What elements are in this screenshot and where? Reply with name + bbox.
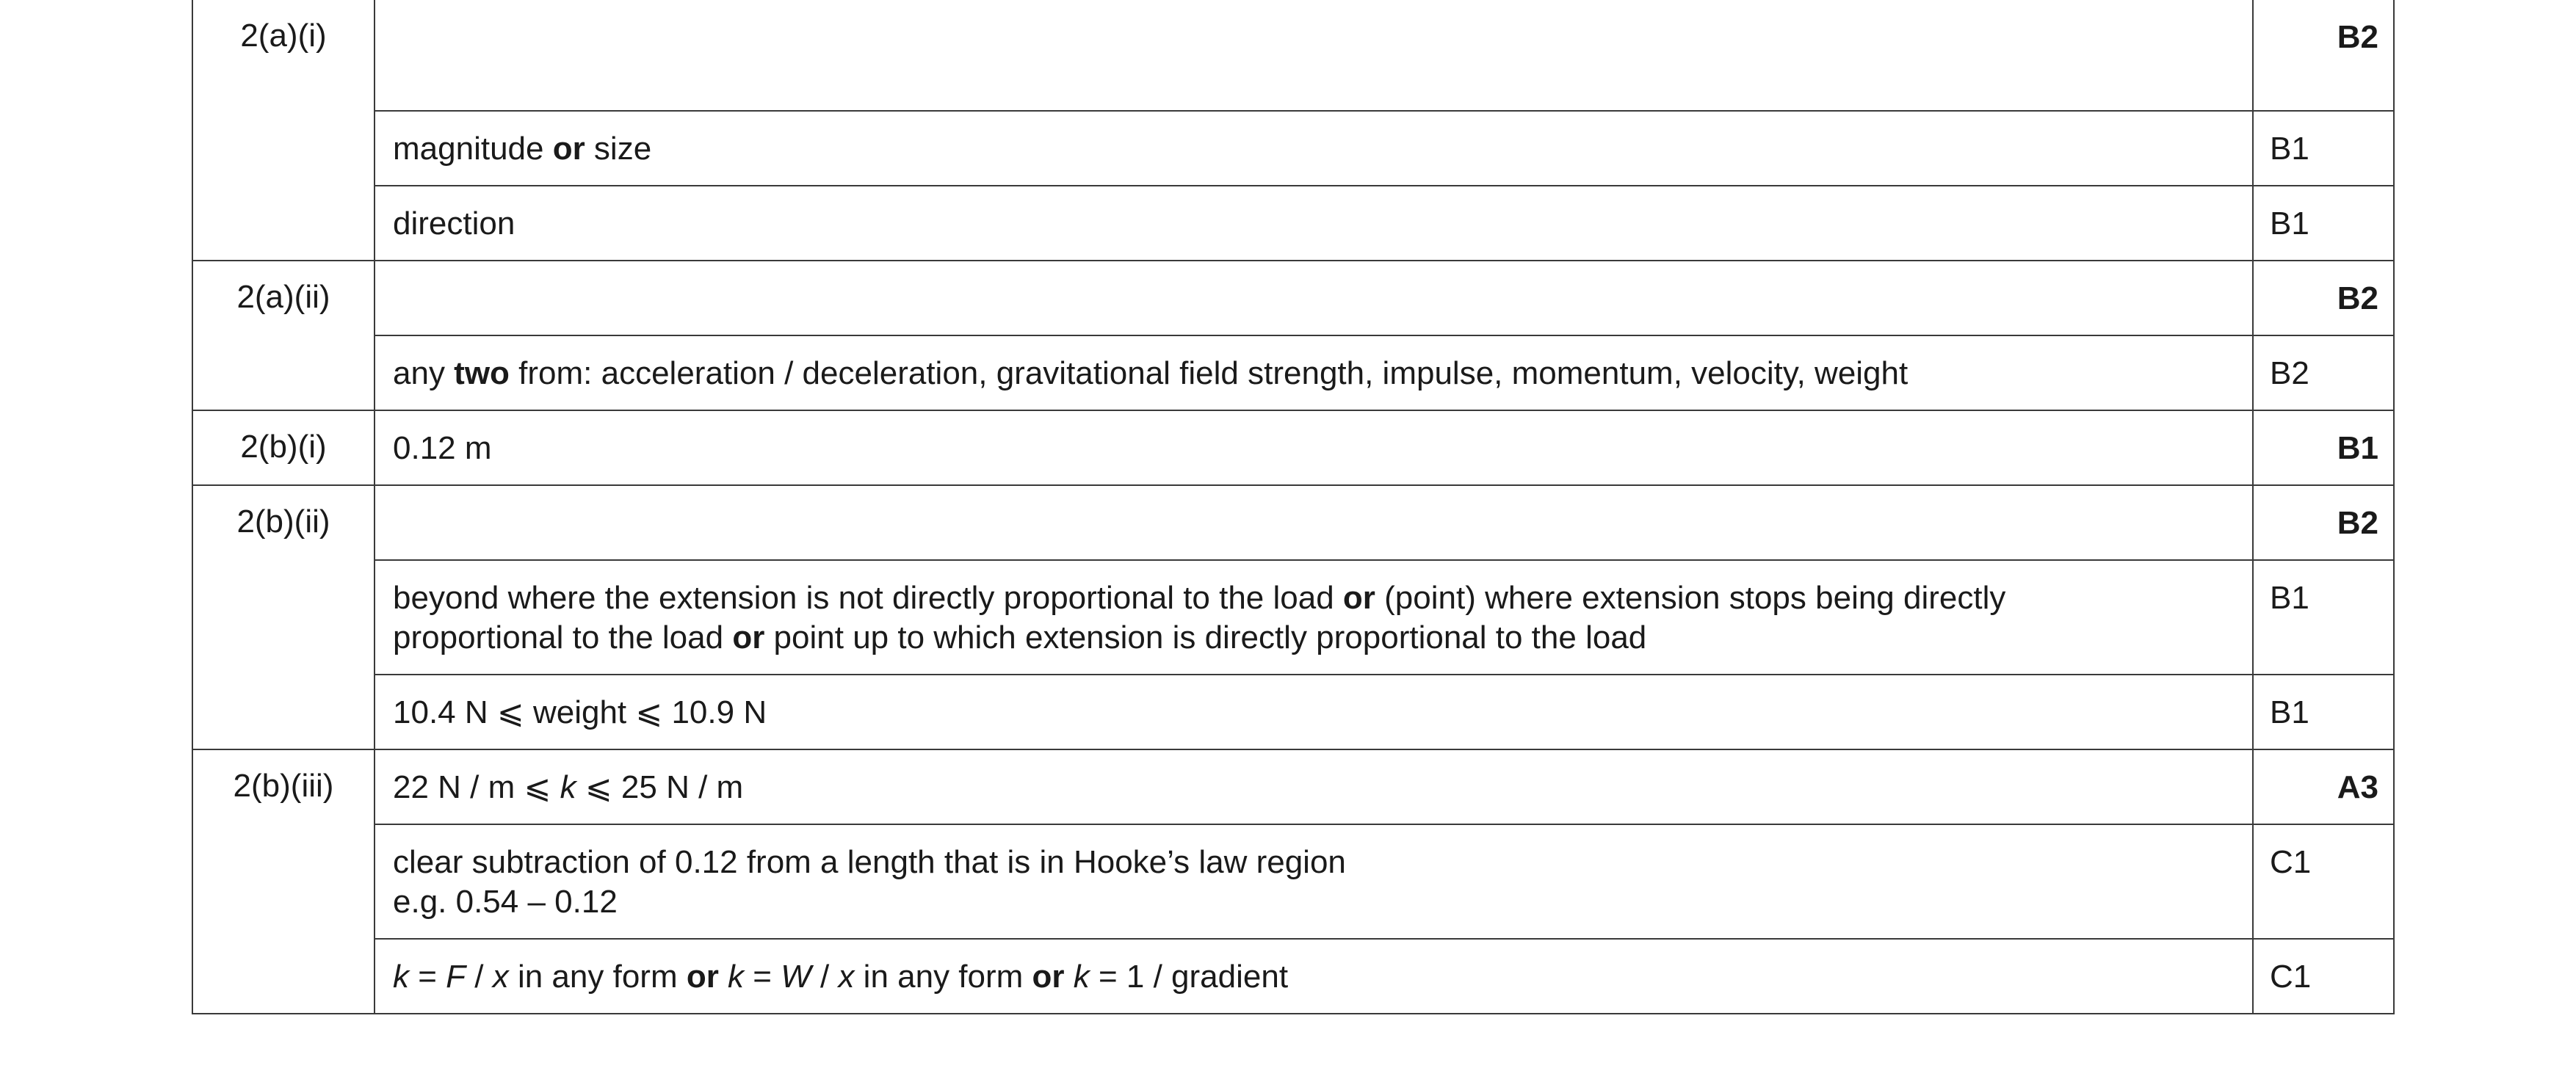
question-number: 2(a)(i) xyxy=(192,0,375,261)
answer-emphasis: two xyxy=(454,355,510,391)
answer-text: = xyxy=(409,959,446,995)
total-marks: B2 xyxy=(2253,0,2394,111)
answer-emphasis: or xyxy=(732,620,765,655)
answer-text: / xyxy=(811,959,839,995)
mark-cell: B1 xyxy=(2253,675,2394,749)
answer-text: / xyxy=(466,959,493,995)
answer-emphasis: or xyxy=(1342,580,1375,616)
answer-cell xyxy=(375,824,2253,939)
answer-cell: direction xyxy=(375,186,2253,261)
total-marks: B1 xyxy=(2253,410,2394,485)
answer-text: point up to which extension is directly proportional to the load xyxy=(764,620,1647,655)
question-number: 2(a)(ii) xyxy=(192,261,375,410)
answer-line: clear subtraction of 0.12 from a length that is in Hooke’s law region xyxy=(393,844,1346,880)
mark-cell: C1 xyxy=(2253,824,2394,939)
symbol-k: k xyxy=(560,769,576,805)
table-row xyxy=(192,749,2394,824)
table-row xyxy=(192,186,2394,261)
answer-emphasis: or xyxy=(686,959,719,995)
answer-text: from: acceleration / deceleration, gravitational field strength, impulse, momentum, velocity, weight xyxy=(509,355,1909,391)
answer-text: any xyxy=(393,355,455,391)
table-row xyxy=(192,261,2394,335)
answer-cell xyxy=(375,939,2253,1014)
mark-cell: B1 xyxy=(2253,560,2394,675)
symbol-k: k xyxy=(718,959,745,995)
mark-scheme-table xyxy=(192,0,2395,1014)
answer-line: e.g. 0.54 – 0.12 xyxy=(393,884,618,920)
question-number: 2(b)(ii) xyxy=(192,485,375,749)
mark-cell: B1 xyxy=(2253,186,2394,261)
answer-text: = 1 / gradient xyxy=(1089,959,1289,995)
total-marks: B2 xyxy=(2253,261,2394,335)
mark-cell: C1 xyxy=(2253,939,2394,1014)
answer-cell xyxy=(375,261,2253,335)
total-marks: A3 xyxy=(2253,749,2394,824)
table-row xyxy=(192,824,2394,939)
question-number: 2(b)(i) xyxy=(192,410,375,485)
total-marks: B2 xyxy=(2253,485,2394,560)
answer-text: 22 N / m ⩽ xyxy=(393,769,560,805)
symbol-k: k xyxy=(1064,959,1090,995)
mark-cell: B2 xyxy=(2253,335,2394,410)
answer-emphasis: or xyxy=(552,131,585,167)
answer-cell xyxy=(375,335,2253,410)
table-row xyxy=(192,0,2394,111)
symbol-w: W xyxy=(781,959,811,995)
symbol-x: x xyxy=(492,959,509,995)
answer-text: in any form xyxy=(508,959,687,995)
answer-cell xyxy=(375,749,2253,824)
answer-cell xyxy=(375,560,2253,675)
table-row xyxy=(192,335,2394,410)
answer-cell xyxy=(375,485,2253,560)
answer-text: = xyxy=(744,959,781,995)
table-row xyxy=(192,111,2394,186)
mark-cell: B1 xyxy=(2253,111,2394,186)
symbol-f: F xyxy=(446,959,466,995)
answer-text: (point) where extension stops being directly xyxy=(1375,580,2006,616)
symbol-k: k xyxy=(393,959,409,995)
answer-text: magnitude xyxy=(393,131,553,167)
answer-cell: 0.12 m xyxy=(375,410,2253,485)
table-row xyxy=(192,410,2394,485)
symbol-x: x xyxy=(838,959,855,995)
answer-text: ⩽ 25 N / m xyxy=(576,769,744,805)
answer-emphasis: or xyxy=(1032,959,1065,995)
table-row xyxy=(192,485,2394,560)
table-row xyxy=(192,675,2394,749)
answer-line xyxy=(393,618,2235,658)
answer-text: in any form xyxy=(854,959,1032,995)
question-number: 2(b)(iii) xyxy=(192,749,375,1014)
answer-text: beyond where the extension is not directly proportional to the load xyxy=(393,580,1343,616)
table-row xyxy=(192,560,2394,675)
answer-line xyxy=(393,578,2235,618)
answer-text: size xyxy=(585,131,652,167)
answer-text: proportional to the load xyxy=(393,620,733,655)
answer-cell xyxy=(375,0,2253,111)
table-row xyxy=(192,939,2394,1014)
answer-cell: 10.4 N ⩽ weight ⩽ 10.9 N xyxy=(375,675,2253,749)
answer-cell xyxy=(375,111,2253,186)
